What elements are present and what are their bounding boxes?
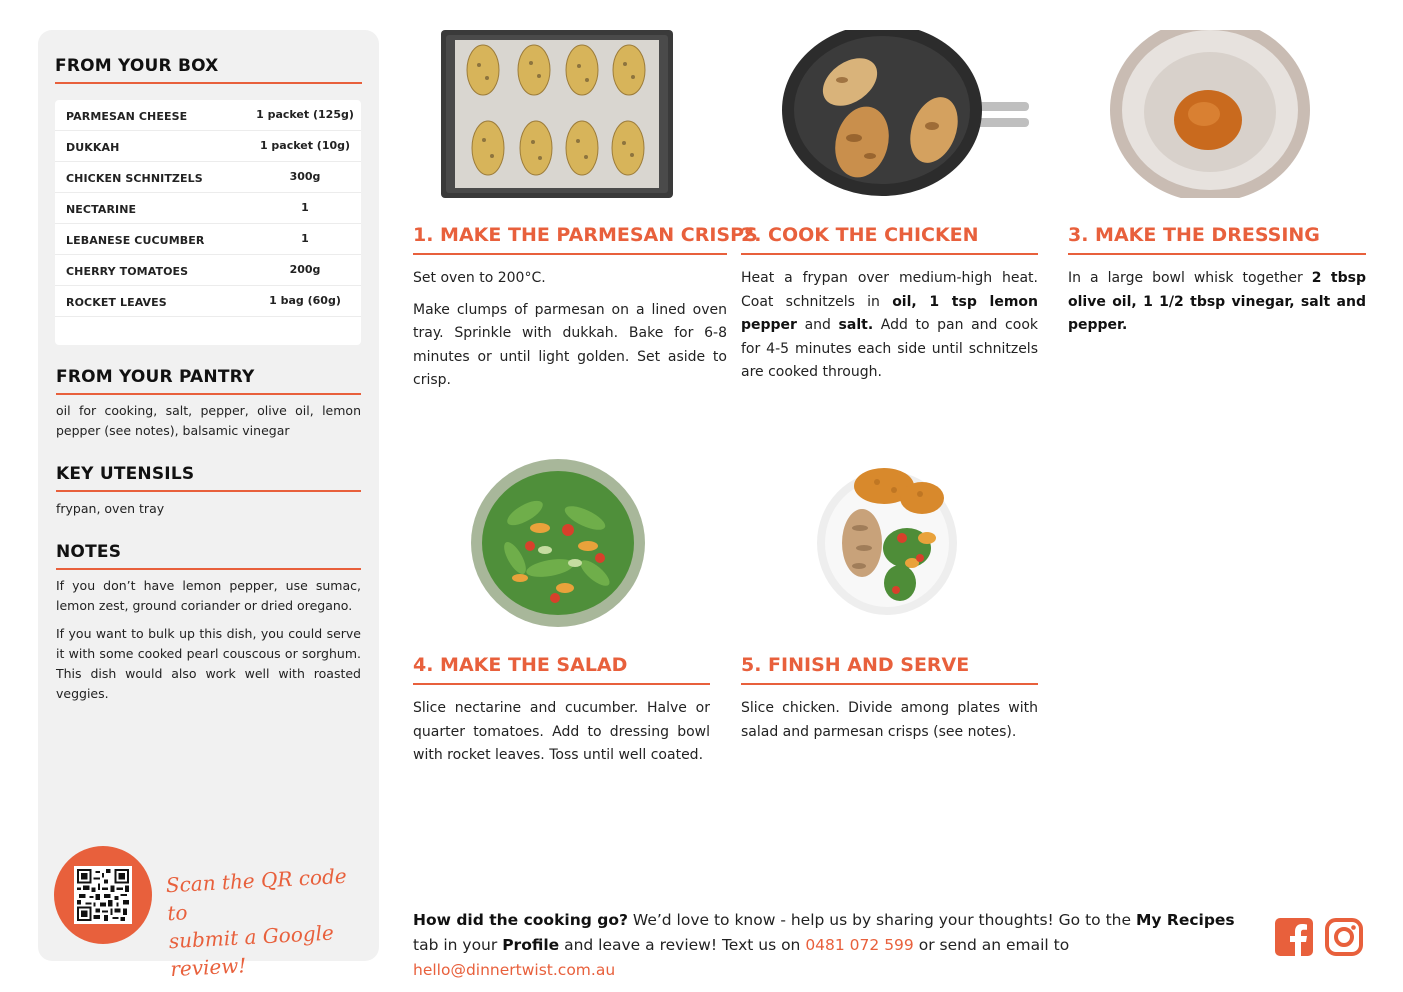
- step-2-bold: salt.: [838, 317, 874, 333]
- ingredient-name: CHERRY TOMATOES: [66, 265, 189, 278]
- ingredient-qty: 200g: [289, 263, 321, 276]
- note-paragraph: If you don’t have lemon pepper, use sumac, lemon zest, ground coriander or dried oregano.: [56, 578, 361, 613]
- step-5-title: 5. FINISH AND SERVE: [741, 654, 1038, 685]
- step-1-text: Make clumps of parmesan on a lined oven tray. Sprinkle with dukkah. Bake for 6-8 minutes or until light golden. Set aside to crisp.: [413, 301, 727, 388]
- ingredients-table: [55, 100, 361, 345]
- parmesan-tray-image: [441, 30, 673, 198]
- notes-heading: NOTES: [56, 542, 361, 570]
- footer-text: tab in your: [413, 936, 503, 954]
- step-2-text: [741, 267, 1038, 385]
- step-4-body: [413, 697, 710, 776]
- box-heading: FROM YOUR BOX: [55, 56, 362, 84]
- footer-text: and leave a review! Text us on: [559, 936, 806, 954]
- footer-bold: Profile: [502, 936, 560, 954]
- step-2-text-part: and: [796, 317, 839, 333]
- instagram-icon[interactable]: [1325, 918, 1363, 956]
- qr-text-line: Scan the QR code to: [165, 863, 348, 926]
- ingredient-name: DUKKAH: [66, 141, 120, 154]
- ingredient-row: [55, 193, 361, 224]
- ingredient-row: [55, 255, 361, 286]
- ingredient-row: [55, 100, 361, 131]
- phone-link[interactable]: 0481 072 599: [805, 936, 914, 954]
- ingredient-qty: 1: [301, 232, 309, 245]
- ingredient-name: ROCKET LEAVES: [66, 296, 167, 309]
- step-1-title: 1. MAKE THE PARMESAN CRISPS: [413, 224, 727, 255]
- ingredient-qty: 1: [301, 201, 309, 214]
- ingredient-qty: 1 packet (125g): [256, 108, 354, 121]
- ingredient-name: NECTARINE: [66, 203, 137, 216]
- step-2-text-part: Heat a frypan over medium-high heat. Coat schnitzels in: [741, 270, 1038, 310]
- step-3-text-part: In a large bowl whisk together: [1068, 270, 1312, 286]
- step-5-body: [741, 697, 1038, 752]
- dressing-bowl-image: [1110, 30, 1310, 198]
- note-paragraph: If you want to bulk up this dish, you could serve it with some cooked pearl couscous or sorghum. This dish would also work well with roasted veggies.: [56, 626, 361, 701]
- qr-badge[interactable]: [54, 846, 152, 944]
- footer-bold: My Recipes: [1135, 911, 1235, 929]
- finished-plate-image: [812, 458, 962, 620]
- step-3-bold: 2 tbsp olive oil, 1 1/2 tbsp vinegar, salt and pepper.: [1068, 270, 1367, 333]
- footer-text: or send an email to: [913, 936, 1070, 954]
- qr-text-line: submit a Google review!: [168, 920, 335, 982]
- step-2-body: [741, 267, 1038, 393]
- ingredient-name: LEBANESE CUCUMBER: [66, 234, 205, 247]
- ingredient-row: [55, 162, 361, 193]
- facebook-icon[interactable]: [1275, 918, 1313, 956]
- step-1-text: Set oven to 200°C.: [413, 270, 546, 286]
- step-4-title: 4. MAKE THE SALAD: [413, 654, 710, 685]
- step-3-title: 3. MAKE THE DRESSING: [1068, 224, 1366, 255]
- step-2-bold: oil, 1 tsp lemon pepper: [741, 293, 1038, 333]
- ingredient-name: PARMESAN CHEESE: [66, 110, 188, 123]
- qr-review-text: [165, 861, 371, 983]
- pantry-text: oil for cooking, salt, pepper, olive oil, lemon pepper (see notes), balsamic vinegar: [56, 403, 361, 438]
- footer-text: We’d love to know - help us by sharing your thoughts! Go to the: [627, 911, 1136, 929]
- utensils-heading: KEY UTENSILS: [56, 464, 361, 492]
- frypan-chicken-image: [782, 30, 1032, 198]
- ingredient-name: CHICKEN SCHNITZELS: [66, 172, 203, 185]
- step-2-text-part: Add to pan and cook for 4-5 minutes each side until schnitzels are cooked through.: [741, 317, 1038, 380]
- step-2-title: 2. COOK THE CHICKEN: [741, 224, 1038, 255]
- step-1-body: [413, 267, 727, 401]
- step-4-text: Slice nectarine and cucumber. Halve or quarter tomatoes. Add to dressing bowl with rocket leaves. Toss until well coated.: [413, 700, 710, 763]
- email-link[interactable]: hello@dinnertwist.com.au: [413, 961, 616, 979]
- ingredients-sidebar: [38, 30, 379, 982]
- ingredient-qty: 300g: [289, 170, 321, 183]
- review-footer: [413, 908, 1263, 983]
- step-3-text: [1068, 267, 1366, 338]
- ingredient-row: [55, 224, 361, 255]
- footer-bold: How did the cooking go?: [413, 911, 628, 929]
- utensils-text: frypan, oven tray: [56, 501, 165, 516]
- qr-code-icon[interactable]: [74, 866, 132, 924]
- ingredient-row: [55, 286, 361, 317]
- salad-bowl-image: [470, 458, 646, 628]
- step-3-body: [1068, 267, 1366, 346]
- step-5-text: Slice chicken. Divide among plates with salad and parmesan crisps (see notes).: [741, 700, 1038, 740]
- pantry-heading: FROM YOUR PANTRY: [56, 367, 361, 395]
- notes-text: [56, 576, 361, 712]
- ingredient-qty: 1 bag (60g): [269, 294, 341, 307]
- ingredient-row: [55, 131, 361, 162]
- ingredient-qty: 1 packet (10g): [259, 139, 351, 152]
